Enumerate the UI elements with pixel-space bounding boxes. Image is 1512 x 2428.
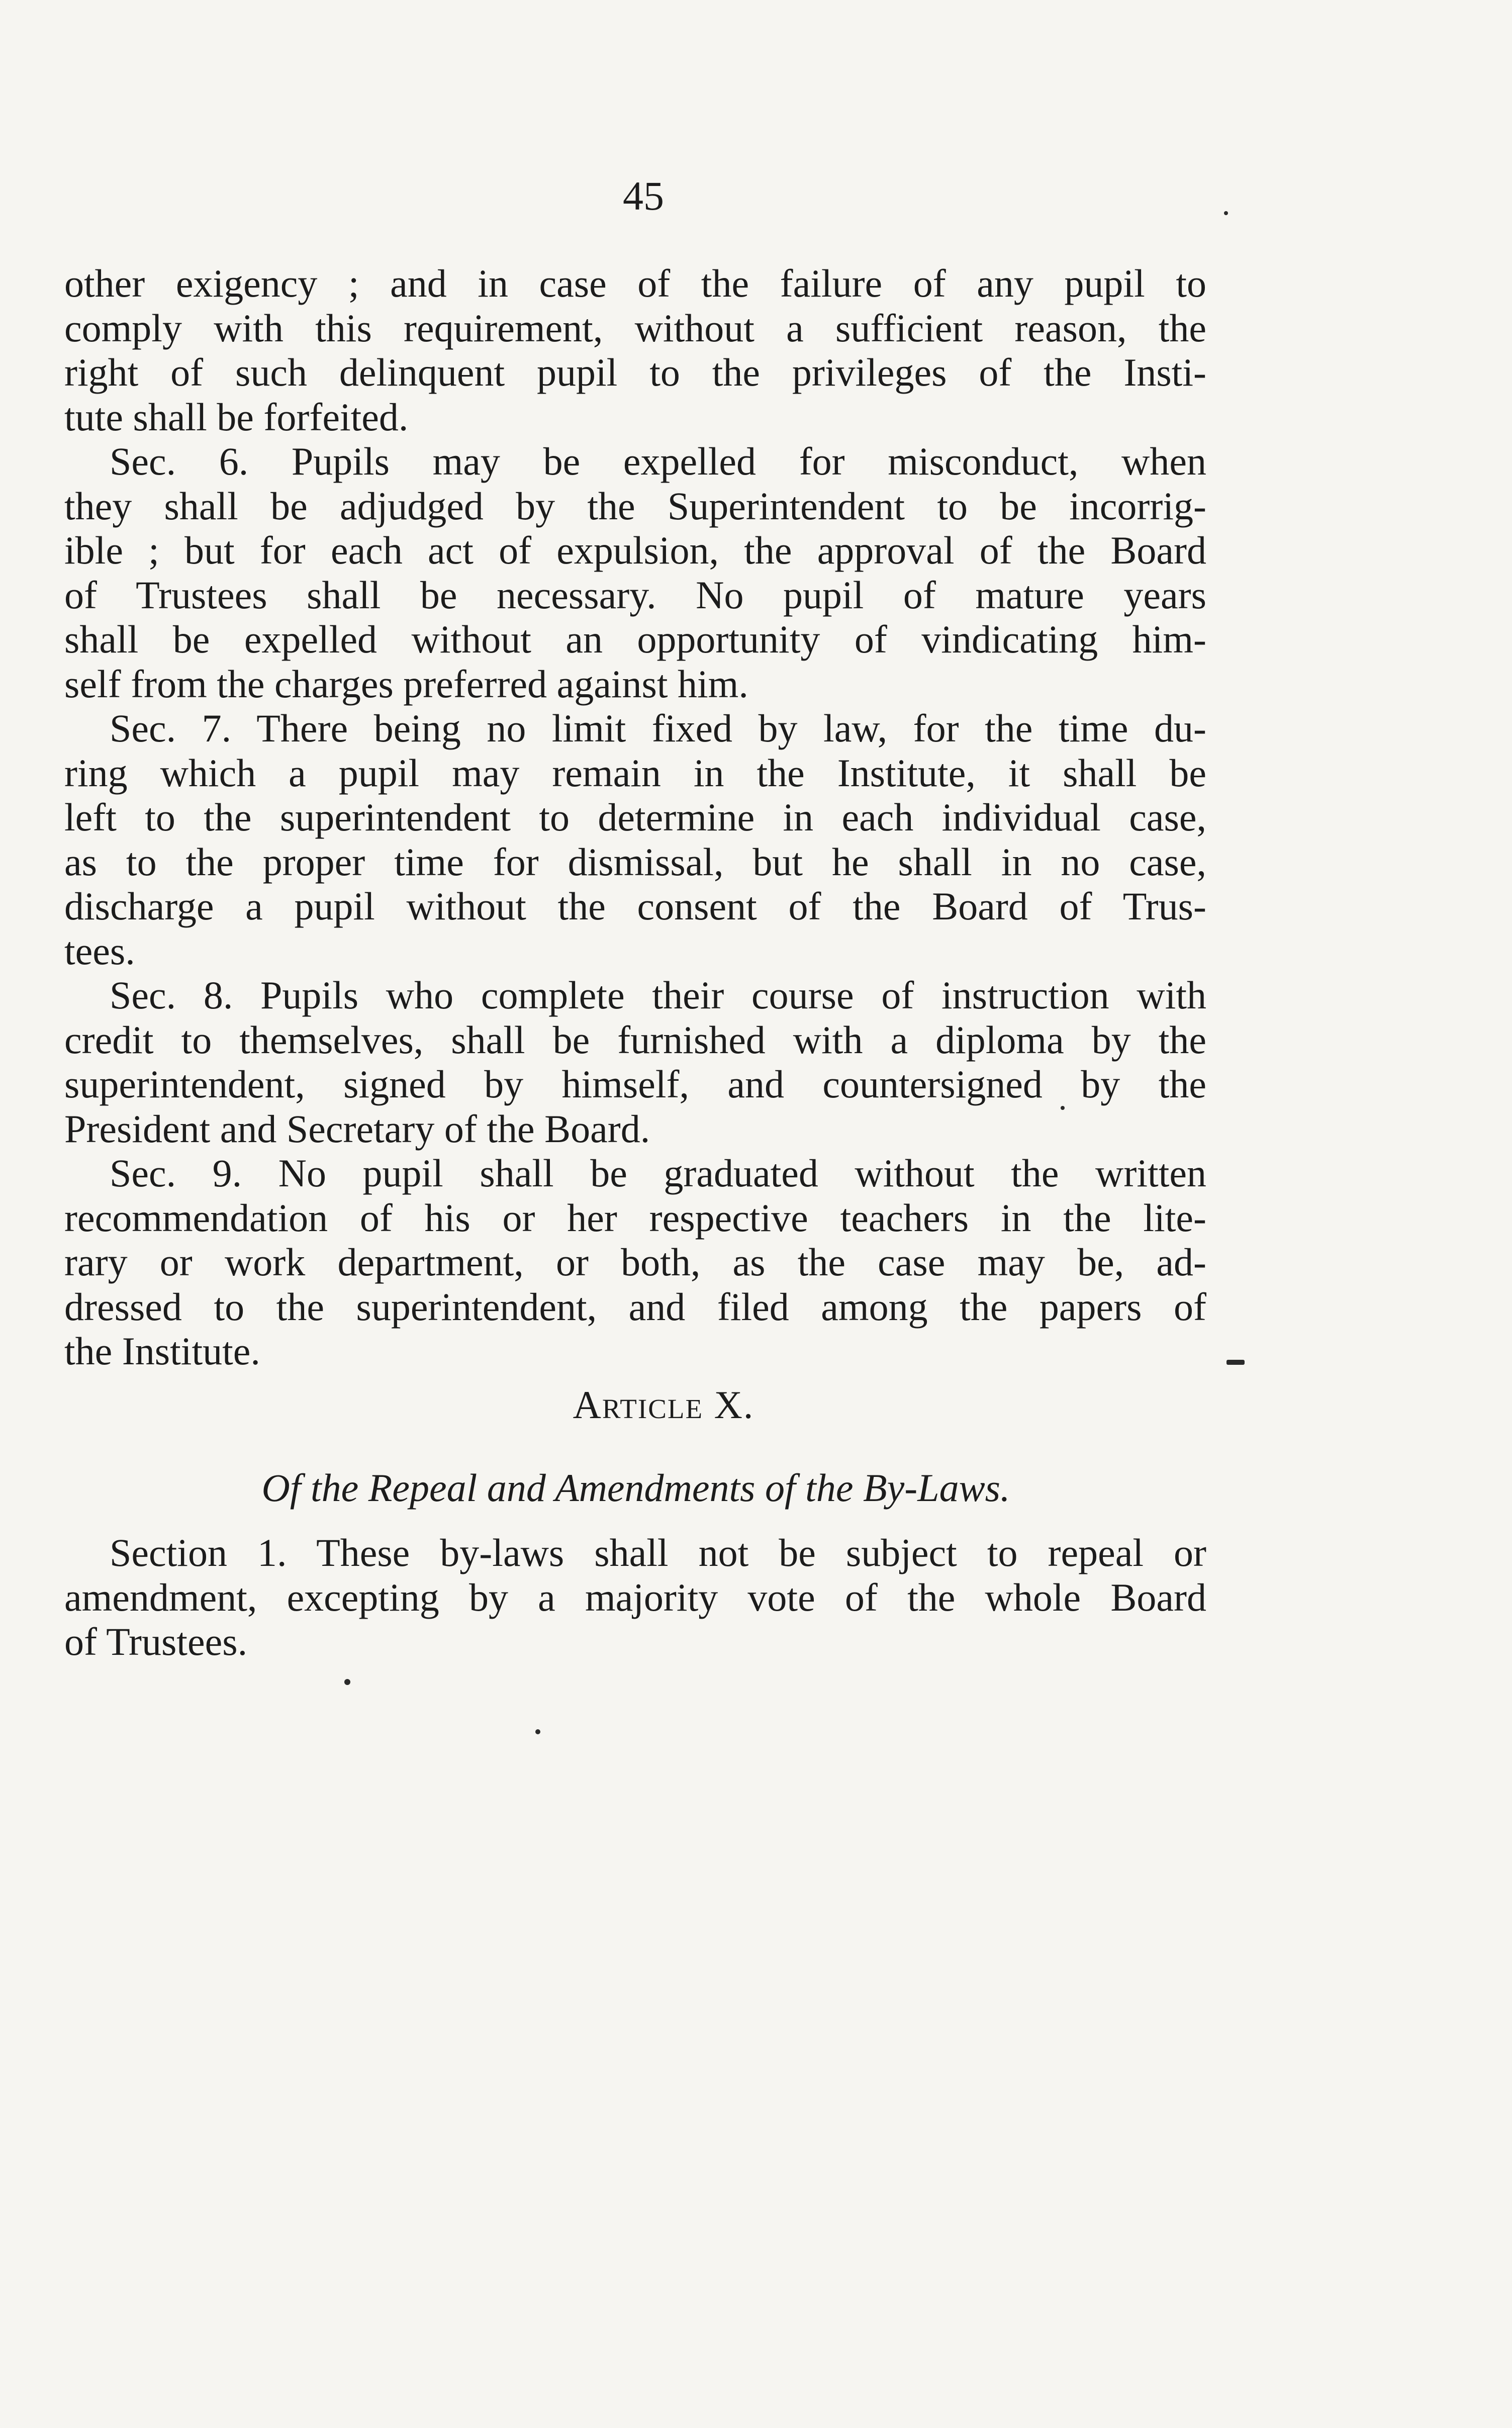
text-line: they shall be adjudged by the Superintendent to be incorrig- bbox=[64, 484, 1206, 528]
text-line: amendment, excepting by a majority vote of the whole Board bbox=[64, 1575, 1206, 1619]
text-line: other exigency ; and in case of the failure of any pupil to bbox=[64, 261, 1206, 305]
text-line: comply with this requirement, without a sufficient reason, the bbox=[64, 306, 1206, 350]
section-6-first-line: Sec. 6. Pupils may be expelled for misconduct, when bbox=[110, 439, 1206, 483]
page-number: 45 bbox=[623, 173, 664, 219]
article-x-section-text bbox=[64, 1531, 1206, 1664]
text-line: tute shall be forfeited. bbox=[64, 395, 409, 439]
ink-speck bbox=[344, 1679, 350, 1685]
body-text bbox=[64, 261, 1206, 1374]
ink-speck bbox=[1061, 1106, 1065, 1110]
text-line: of Trustees. bbox=[64, 1620, 248, 1663]
text-line: ring which a pupil may remain in the Institute, it shall be bbox=[64, 751, 1206, 795]
section-7-first-line: Sec. 7. There being no limit fixed by law, for the time du- bbox=[110, 706, 1206, 750]
text-line: the Institute. bbox=[64, 1329, 260, 1373]
article-heading: Article X. bbox=[573, 1383, 754, 1427]
text-line: recommendation of his or her respective teachers in the lite- bbox=[64, 1195, 1206, 1240]
text-line: discharge a pupil without the consent of the Board of Trus- bbox=[64, 884, 1206, 928]
ink-speck bbox=[1226, 1360, 1245, 1365]
text-line: self from the charges preferred against him. bbox=[64, 662, 748, 706]
section-9-first-line: Sec. 9. No pupil shall be graduated without the written bbox=[110, 1151, 1206, 1195]
text-line: left to the superintendent to determine in each individual case, bbox=[64, 795, 1206, 839]
text-line: tees. bbox=[64, 928, 135, 973]
text-line: rary or work department, or both, as the case may be, ad- bbox=[64, 1240, 1206, 1284]
section-1-first-line: Section 1. These by-laws shall not be subject to repeal or bbox=[110, 1531, 1206, 1574]
text-line: credit to themselves, shall be furnished with a diploma by the bbox=[64, 1017, 1206, 1062]
article-subheading: Of the Repeal and Amendments of the By-Laws. bbox=[261, 1466, 1010, 1510]
text-line: President and Secretary of the Board. bbox=[64, 1106, 650, 1151]
text-line: superintendent, signed by himself, and countersigned by the bbox=[64, 1062, 1206, 1106]
text-line: ible ; but for each act of expulsion, the approval of the Board bbox=[64, 528, 1206, 572]
ink-speck bbox=[1224, 211, 1228, 215]
text-line: as to the proper time for dismissal, but he shall in no case, bbox=[64, 839, 1206, 884]
text-line: right of such delinquent pupil to the privileges of the Insti- bbox=[64, 350, 1206, 394]
text-line: dressed to the superintendent, and filed among the papers of bbox=[64, 1284, 1206, 1329]
text-line: shall be expelled without an opportunity of vindicating him- bbox=[64, 617, 1206, 661]
ink-speck bbox=[535, 1729, 540, 1734]
section-8-first-line: Sec. 8. Pupils who complete their course of instruction with bbox=[110, 973, 1206, 1017]
text-line: of Trustees shall be necessary. No pupil of mature years bbox=[64, 573, 1206, 617]
